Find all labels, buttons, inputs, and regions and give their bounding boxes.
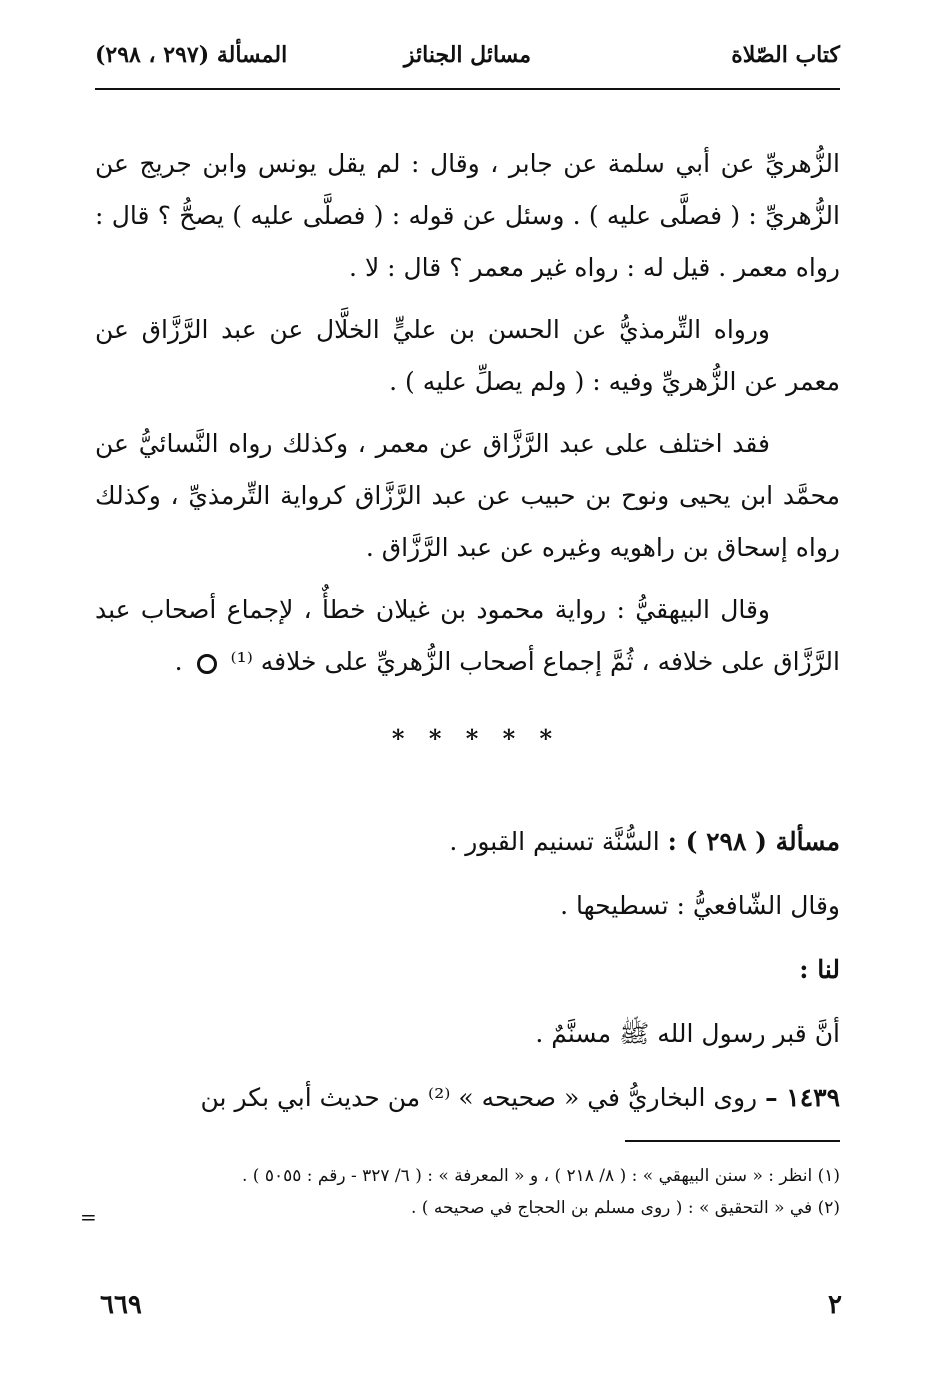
issue-range: المسألة (٢٩٧ ، ٢٩٨) (95, 42, 288, 68)
footnote-rule (625, 1140, 840, 1142)
footnotes (95, 1160, 840, 1224)
page-number: ٦٦٩ (100, 1290, 142, 1320)
header-rule (95, 88, 840, 90)
footnote: (٢) في « التحقيق » : ( روى مسلم بن الحجاج في صحيحه ) . (410, 1198, 840, 1218)
issue-line (95, 810, 840, 874)
issue-section (95, 810, 840, 1130)
continuation-mark: = (80, 1205, 97, 1229)
hadith-number: ١٤٣٩ – (765, 1083, 840, 1112)
paragraph: ورواه التِّرمذيُّ عن الحسن بن عليٍّ الخلَّال عن عبد الرَّزَّاق عن معمر عن الزُّهريِّ وفيه : ( ولم يصلِّ عليه ) . (95, 315, 840, 396)
main-text (95, 138, 840, 698)
end-circle-icon (197, 654, 217, 674)
volume-number: ٢ (828, 1290, 842, 1320)
shafii-line: وقال الشّافعيُّ : تسطيحها . (560, 891, 840, 920)
paragraph: الزُّهريِّ عن أبي سلمة عن جابر ، وقال : لم يقل يونس وابن جريج عن الزُّهريِّ : ( فصلَّى عليه ) . وسئل عن قوله : ( فصلَّى عليه ) يصحُّ ؟ قال : رواه معمر . قيل له : رواه غير معمر ؟ قال : لا . (95, 149, 840, 282)
paragraph-text: وقال البيهقيُّ : رواية محمود بن غيلان خطأٌ ، لإجماع أصحاب عبد الرَّزَّاق على خلافه ، ثُمَّ إجماع أصحاب الزُّهريِّ على خلافه ⁽¹⁾ (95, 595, 840, 676)
hadith-line (95, 1066, 840, 1130)
section-separator: * * * * * (391, 724, 561, 753)
hadith-text: روى البخاريُّ في « صحيحه » ⁽²⁾ من حديث أبي بكر بن (200, 1083, 758, 1112)
paragraph-end: . (174, 647, 183, 676)
paragraph: فقد اختلف على عبد الرَّزَّاق عن معمر ، وكذلك رواه النَّسائيُّ عن محمَّد ابن يحيى ونوح بن حبيب عن عبد الرَّزَّاق كرواية التِّرمذيِّ ، وكذلك رواه إسحاق بن راهويه وغيره عن عبد الرَّزَّاق . (95, 429, 840, 562)
issue-text: السُّنَّة تسنيم القبور . (449, 827, 660, 856)
running-header (95, 38, 840, 78)
book-title: كتاب الصّلاة (731, 42, 840, 68)
chapter-title: مسائل الجنائز (403, 42, 532, 68)
footnote: (١) انظر : « سنن البيهقي » : ( ٨/ ٢١٨ ) ، و « المعرفة » : ( ٦/ ٣٢٧ - رقم : ٥٠٥٥ ) . (242, 1166, 840, 1186)
claim-line: أنَّ قبر رسول الله ﷺ مسنَّمٌ . (535, 1019, 840, 1048)
lana-line: لنا : (799, 955, 840, 984)
paragraph (95, 584, 840, 688)
issue-label: مسألة ( ٢٩٨ ) : (667, 827, 840, 856)
